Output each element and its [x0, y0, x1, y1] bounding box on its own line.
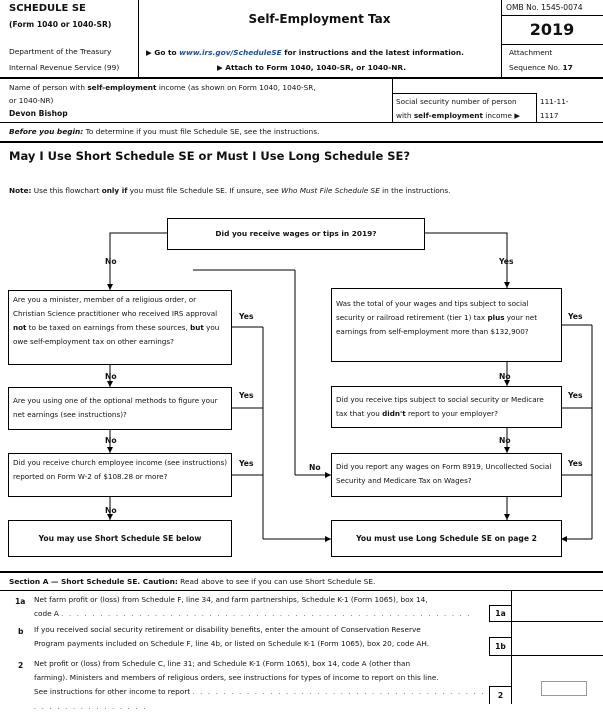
line-1b-text: If you received social security retirement or disability benefits, enter the amount of Conservation Reserve Program payments included on Schedule F, line 4b, or listed on Schedule K-1 (Form 1065), box 20, code AH.	[34, 625, 430, 648]
line-1b-box-label: 1b	[489, 637, 511, 655]
yes-label: Yes	[568, 459, 583, 468]
no-label: No	[309, 463, 321, 472]
question-form-8919: Did you report any wages on Form 8919, Uncollected Social Security and Medicare Tax on Wages?	[331, 453, 562, 497]
question-minister: Are you a minister, member of a religious order, or Christian Science practitioner who received IRS approval not to be taxed on earnings from these sources, but you owe self-employment tax on other earnings?	[8, 290, 232, 365]
yes-label: Yes	[239, 391, 254, 400]
yes-label: Yes	[239, 312, 254, 321]
ssn-value: 111-11- 1117	[540, 97, 569, 120]
schedule-title: SCHEDULE SE	[9, 3, 86, 14]
ssn-label: Social security number of person with self-employment income ▶	[396, 97, 520, 120]
irs-link[interactable]: www.irs.gov/ScheduleSE	[179, 48, 282, 57]
result-long-schedule: You must use Long Schedule SE on page 2	[331, 520, 562, 557]
taxpayer-name: Devon Bishop	[9, 109, 68, 118]
before-you-begin: Before you begin: To determine if you must file Schedule SE, see the instructions.	[9, 127, 320, 136]
no-label: No	[105, 506, 117, 515]
no-label: No	[499, 436, 511, 445]
no-label: No	[105, 436, 117, 445]
yes-label: Yes	[499, 257, 514, 266]
question-total-wages: Was the total of your wages and tips subject to social security or railroad retirement (tier 1) tax plus your net earnings from self-employment more than $132,900?	[331, 288, 562, 362]
yes-label: Yes	[568, 312, 583, 321]
line-1a-box-label: 1a	[489, 605, 511, 621]
line-1a-number: 1a	[15, 597, 26, 606]
no-label: No	[105, 372, 117, 381]
question-optional-methods: Are you using one of the optional methods to figure your net earnings (see instructions)?	[8, 387, 232, 430]
line-2-box-label: 2	[489, 686, 511, 704]
line-2-number: 2	[18, 661, 24, 670]
attach-instruction: ▶ Attach to Form 1040, 1040-SR, or 1040-NR.	[217, 63, 407, 72]
yes-label: Yes	[568, 391, 583, 400]
line-2-text: Net profit or (loss) from Schedule C, line 31; and Schedule K-1 (Form 1065), box 14, code A (other than farming). Ministers and members of religious orders, see instructions for types of income to report on this line. See instructions for other income to report . . . . . . . . . . . . . . . . . . . . . . . . . . . . . . . . . . . . . . . . . . . . . . . . . . . . .	[34, 659, 486, 711]
name-label: Name of person with self-employment income (as shown on Form 1040, 1040-SR, or 1040-NR)	[9, 83, 316, 105]
form-main-title: Self-Employment Tax	[248, 12, 391, 26]
tax-year: 2019	[529, 20, 575, 39]
line-1b-number: b	[18, 627, 24, 636]
question-unreported-tips: Did you receive tips subject to social security or Medicare tax that you didn't report to your employer?	[331, 386, 562, 428]
result-short-schedule: You may use Short Schedule SE below	[8, 520, 232, 557]
sequence-number: Sequence No. 17	[509, 63, 573, 72]
section-a-title: Section A — Short Schedule SE. Caution: Read above to see if you can use Short Schedule SE.	[9, 577, 376, 586]
question-church-income: Did you receive church employee income (see instructions) reported on Form W-2 of $108.28 or more?	[8, 453, 232, 497]
dept-treasury: Department of the Treasury	[9, 47, 112, 56]
omb-number: OMB No. 1545-0074	[506, 3, 583, 12]
goto-instructions: ▶ Go to www.irs.gov/ScheduleSE for instructions and the latest information.	[146, 48, 464, 57]
attachment-label: Attachment	[509, 48, 553, 57]
yes-label: Yes	[239, 459, 254, 468]
line-1a-text: Net farm profit or (loss) from Schedule F, line 34, and farm partnerships, Schedule K-1 (Form 1065), box 14, code A . . . . . . . . . . . . . . . . . . . . . . . . . . . . . . . . . . . . . . . . . . . . . . . . . . . . .	[34, 595, 472, 618]
no-label: No	[105, 257, 117, 266]
flowchart-note: Note: Use this flowchart only if you must file Schedule SE. If unsure, see Who Must File Schedule SE in the instructions.	[9, 186, 451, 195]
dept-irs: Internal Revenue Service (99)	[9, 63, 120, 72]
line-2-amount-input[interactable]	[541, 681, 587, 696]
question-wages-tips: Did you receive wages or tips in 2019?	[167, 218, 425, 250]
no-label: No	[499, 372, 511, 381]
section-heading: May I Use Short Schedule SE or Must I Use Long Schedule SE?	[9, 149, 411, 163]
form-reference: (Form 1040 or 1040-SR)	[9, 20, 112, 29]
